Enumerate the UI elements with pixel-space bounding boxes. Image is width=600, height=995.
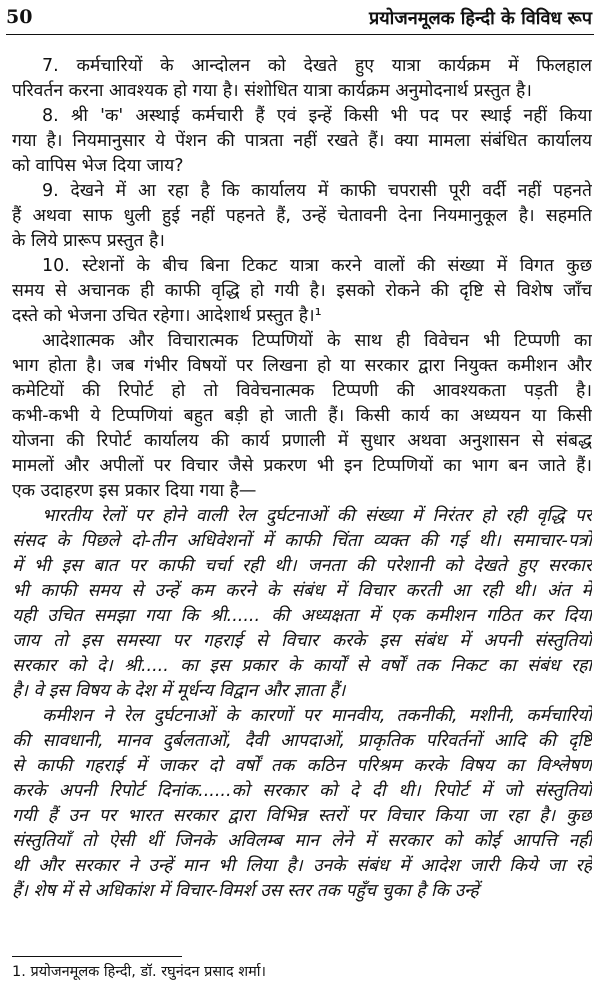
text-line: को वापिस भेज दिया जाय?: [12, 156, 184, 176]
text-line: आदेशात्मक और विचारात्मक टिप्पणियों के साथ ही विवेचन भी टिप्पणी का: [42, 331, 592, 351]
text-line: योजना की रिपोर्ट कार्यालय की कार्य प्रणाली में सुधार अथवा अनुशासन से संबद्ध: [12, 431, 592, 451]
text-line: दस्ते को भेजना उचित रहेगा। आदेशार्थ प्रस्तुत है।¹: [12, 306, 322, 326]
text-line: कभी-कभी ये टिप्पणियां बहुत बड़ी हो जाती हैं। किसी कार्य का अध्ययन या किसी: [12, 406, 592, 426]
footnote: 1. प्रयोजनमूलक हिन्दी, डॉ. रघुनंदन प्रसाद शर्मा।: [12, 964, 267, 980]
text-line: करके अपनी रिपोर्ट दिनांक......को सरकार को दे दी थी। रिपोर्ट में जो संस्तुतियाँ: [12, 781, 592, 801]
text-line: की सावधानी, मानव दुर्बलताओं, दैवी आपदाओं, प्राकृतिक परिवर्तनों आदि की दृष्टि: [12, 731, 592, 751]
text-line: समय से अचानक ही काफी वृद्धि हो गयी है। इसको रोकने की दृष्टि से विशेष जाँच: [12, 281, 592, 301]
text-line: संस्तुतियाँ तो ऐसी थीं जिनके अविलम्ब मान लेने में सरकार को कोई आपत्ति नहीं: [12, 831, 592, 851]
paragraph: [12, 704, 592, 904]
paragraph: [12, 179, 592, 254]
text-line: 7. कर्मचारियों के आन्दोलन को देखते हुए यात्रा कार्यक्रम में फिलहाल: [42, 56, 592, 76]
body-text: [12, 54, 592, 904]
text-line: 9. देखने में आ रहा है कि कार्यालय में काफी चपरासी पूरी वर्दी नहीं पहनते: [42, 181, 592, 201]
text-line: हैं। शेष में से अधिकांश में विचार-विमर्श उस स्तर तक पहुँच चुका है कि उन्हें: [12, 881, 479, 901]
text-line: 10. स्टेशनों के बीच बिना टिकट यात्रा करने वालों की संख्या में विगत कुछ: [42, 256, 592, 276]
text-line: परिवर्तन करना आवश्यक हो गया है। संशोधित यात्रा कार्यक्रम अनुमोदनार्थ प्रस्तुत है।: [12, 81, 532, 101]
footnote-divider: [12, 956, 182, 957]
text-line: 8. श्री 'क' अस्थाई कर्मचारी हैं एवं इन्हें किसी भी पद पर स्थाई नहीं किया: [42, 106, 592, 126]
text-line: गयी हैं उन पर भारत सरकार द्वारा विभिन्न स्तरों पर विचार किया जा रहा है। कुछ: [12, 806, 592, 826]
text-line: जाय तो इस समस्या पर गहराई से विचार करके इस संबंध में अपनी संस्तुतियाँ: [12, 631, 592, 651]
text-line: कमीशन ने रेल दुर्घटनाओं के कारणों पर मानवीय, तकनीकी, मशीनी, कर्मचारियों: [42, 706, 592, 726]
text-line: में भी इस बात पर काफी चर्चा रही थी। जनता की परेशानी को देखते हुए सरकार: [12, 556, 592, 576]
header-divider: [6, 34, 594, 35]
text-line: गया है। नियमानुसार ये पेंशन की पात्रता नहीं रखते हैं। क्या मामला संबंधित कार्यालय: [12, 131, 592, 151]
text-line: संसद के पिछले दो-तीन अधिवेशनों में काफी चिंता व्यक्त की गई थी। समाचार-पत्रों: [12, 531, 592, 551]
text-line: सरकार को दे। श्री..... का इस प्रकार के कार्यों से वर्षों तक निकट का संबंध रहा: [12, 656, 592, 676]
text-line: भाग होता है। जब गंभीर विषयों पर लिखना हो या सरकार द्वारा नियुक्त कमीशन और: [12, 356, 592, 376]
text-line: कमेटियों की रिपोर्ट हो तो विवेचनात्मक टिप्पणी की आवश्यकता पड़ती है।: [12, 381, 592, 401]
text-line: एक उदाहरण इस प्रकार दिया गया है—: [12, 481, 257, 501]
text-line: भी काफी समय से उन्हें कम करने के संबंध में विचार करती आ रही थी। अंत में: [12, 581, 592, 601]
running-head: प्रयोजनमूलक हिन्दी के विविध रूप: [369, 8, 592, 29]
text-line: थी और सरकार ने उन्हें मान भी लिया है। उनके संबंध में आदेश जारी किये जा रहे: [12, 856, 592, 876]
text-line: से काफी गहराई में जाकर दो वर्षों तक कठिन परिश्रम करके विषय का विश्लेषण: [12, 756, 592, 776]
paragraph: [12, 254, 592, 329]
page-number: 50: [6, 6, 33, 28]
text-line: के लिये प्रारूप प्रस्तुत है।: [12, 231, 165, 251]
page-header: [6, 4, 594, 34]
paragraph: [12, 329, 592, 504]
text-line: यही उचित समझा गया कि श्री...... की अध्यक्षता में एक कमीशन गठित कर दिया: [12, 606, 592, 626]
paragraph: [12, 54, 592, 104]
paragraph: [12, 504, 592, 704]
text-line: भारतीय रेलों पर होने वाली रेल दुर्घटनाओं की संख्या में निरंतर हो रही वृद्धि पर: [42, 506, 592, 526]
text-line: मामलों और अपीलों पर विचार जैसे प्रकरण भी इन टिप्पणियों का भाग बन जाते हैं।: [12, 456, 592, 476]
text-line: है। वे इस विषय के देश में मूर्धन्य विद्वान और ज्ञाता हैं।: [12, 681, 346, 701]
text-line: हैं अथवा साफ धुली हुई नहीं पहनते हैं, उन्हें चेतावनी देना नियमानुकूल है। सहमति: [12, 206, 592, 226]
paragraph: [12, 104, 592, 179]
